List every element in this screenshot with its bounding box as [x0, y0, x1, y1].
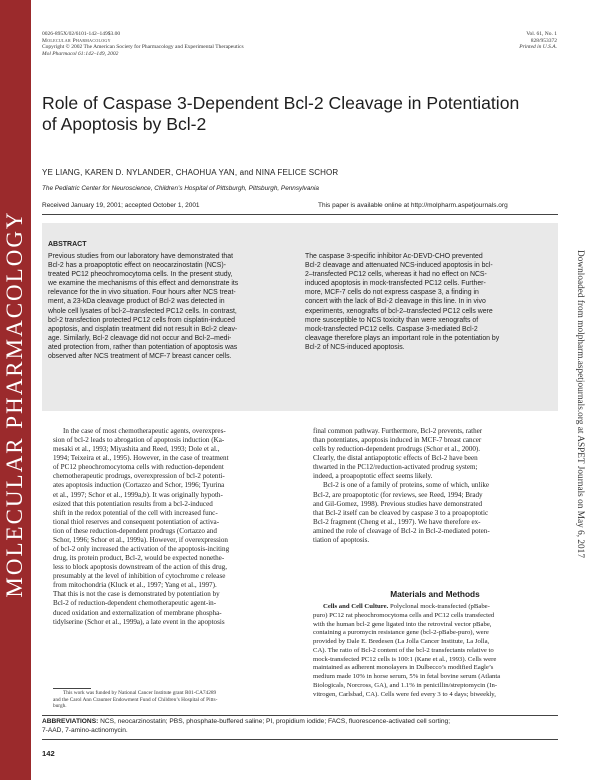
methods-text: [313, 603, 560, 699]
abstract-left-column: [48, 252, 293, 361]
methods-line: vitrogen, Carlsbad, CA). Cells were fed every 3 to 4 days; biweekly,: [313, 690, 496, 698]
body-line: Bcl-2 fragment (Cheng et al., 1997). We have therefore ex-: [313, 517, 481, 526]
abstract-line: whole cell lysates of bcl-2–transfected PC12 cells. In contrast,: [48, 307, 237, 315]
footnote-line: This work was funded by National Cancer Institute grant R01-CA74289: [63, 690, 217, 696]
download-notice: Downloaded from molpharm.aspetjournals.org at ASPET Journals on May 6, 2017: [575, 250, 585, 558]
header-right: [440, 31, 557, 51]
methods-first-line: [313, 603, 560, 612]
abstract-line: more, MCF-7 cells do not express caspase 3, a finding in: [305, 289, 479, 297]
body-line: that Bcl-2 itself can be cleaved by caspase 3 to a proapoptotic: [313, 508, 489, 517]
body-line: than potentiates, apoptosis induced in MCF-7 breast cancer: [313, 436, 482, 445]
title-line-2: of Apoptosis by Bcl-2: [42, 114, 207, 134]
abstract-line: Previous studies from our laboratory have demonstrated that: [48, 253, 233, 260]
abstract-line: Bcl-2 has a proapoptotic effect on neocarzinostatin (NCS)-: [48, 262, 226, 270]
body-line: ates apoptosis induction (Cortazzo and Schor, 1996; Tyurina: [53, 481, 225, 490]
body-line: chemotherapeutic prodrugs, overexpression of bcl-2 potenti-: [53, 472, 225, 481]
abstract-line: The caspase 3-specific inhibitor Ac-DEVD-CHO prevented: [305, 253, 483, 260]
abstract-line: bcl-2 transfection protected PC12 cells from cisplatin-induced: [48, 316, 235, 324]
abstract-line: ment, a 23-kDa cleavage product of Bcl-2 was detected in: [48, 298, 225, 306]
body-line: That this is not the case is demonstrated by potentiation by: [53, 590, 220, 599]
body-line: indeed, a proapoptotic effect seems likely.: [313, 472, 433, 481]
abstract-line: induced apoptosis in mock-transfected PC12 cells. Further-: [305, 280, 486, 288]
methods-line: Biologicals, Norcross, GA), and 1.1% in penicillin/streptomycin (In-: [313, 681, 498, 689]
methods-heading: Materials and Methods: [390, 589, 480, 599]
footnote-line: burgh.: [53, 703, 67, 709]
rule-above-abstract: [42, 214, 558, 215]
body-left-column: [53, 427, 300, 627]
body-line: thwarted in the PC12/reduction-activated prodrug system;: [313, 463, 478, 472]
abstract-line: 2–transfected PC12 cells, whereas it had no effect on NCS-: [305, 271, 487, 279]
methods-line: containing a puromycin resistance gene (bcl-2-pBabe-puro), were: [313, 629, 489, 637]
abbreviations-line-2: 7-AAD, 7-amino-actinomycin.: [42, 726, 128, 734]
header-citation: Mol Pharmacol 61:142–149, 2002: [42, 50, 119, 57]
body-line: et al., 1997; Schor et al., 1999a,b). It was originally hypoth-: [53, 490, 223, 499]
body-line: drug, its protein product, Bcl-2, would be expected nonethe-: [53, 554, 225, 563]
body-line: mesaki et al., 1993; Miyashita and Reed, 1993; Dole et al.,: [53, 445, 220, 454]
body-line: 1994; Teixeira et al., 1995). However, in the case of treatment: [53, 454, 229, 463]
body-line: Clearly, the distal antiapoptotic effects of Bcl-2 have been: [313, 454, 478, 463]
body-line: of bcl-2 only increased the activation of the apoptosis-inciting: [53, 545, 230, 554]
body-line: Bcl-2, are proapoptotic (for reviews, see Reed, 1994; Brady: [313, 490, 483, 499]
header-copyright: Copyright © 2002 The American Society for Pharmacology and Experimental Therapeutics: [42, 44, 244, 51]
article-title: [42, 93, 562, 135]
journal-side-band: [0, 0, 31, 780]
abbreviations-label: ABBREVIATIONS:: [42, 718, 99, 725]
methods-line: CA). The ratio of Bcl-2 content of the bcl-2 transfectants relative to: [313, 646, 494, 654]
abbreviations-text: NCS, neocarzinostatin; PBS, phosphate-buffered saline; PI, propidium iodide; FACS, fluorescence-activated cell sorting;: [98, 718, 451, 725]
abstract-line: concert with the lack of Bcl-2 cleavage in this line. In in vivo: [305, 298, 486, 306]
body-line: of PC12 pheochromocytoma cells with reduction-dependent: [53, 463, 224, 472]
body-line: Bcl-2 of reduction-dependent chemotherapeutic agent-in-: [53, 599, 217, 608]
header-journal: Molecular Pharmacology: [42, 37, 111, 44]
abstract-line: ated protection from, rather than potentiation of apoptosis was: [48, 343, 238, 351]
abstract-line: cleavage therefore plays an important role in the potentiation by: [305, 334, 500, 342]
abstract-line: age. Similarly, Bcl-2 cleavage did not occur and Bcl-2–medi-: [48, 334, 232, 342]
header-article-id: 828/953372: [530, 37, 557, 44]
title-line-1: Role of Caspase 3-Dependent Bcl-2 Cleavage in Potentiation: [42, 93, 520, 113]
body-line: tional thiol reserves and consequent potentiation of activa-: [53, 517, 220, 526]
body-right-column: [313, 427, 560, 545]
body-line: tidylserine (Schor et al., 1999a), a late event in the apoptosis: [53, 617, 225, 626]
header-issn: 0026-895X/02/6101-142–149$3.00: [42, 31, 121, 37]
journal-name-vertical: MOLECULAR PHARMACOLOGY: [2, 210, 27, 598]
body-line: tiation of apoptosis.: [313, 535, 370, 544]
abstract-right-column: [305, 252, 550, 352]
abstract-line: treated PC12 pheochromocytoma cells. In the present study,: [48, 271, 233, 279]
rule-above-abbreviations: [42, 715, 558, 716]
body-line: less to block apoptosis downstream of the action of this drug,: [53, 563, 227, 572]
body-line: tion of these reduction-dependent prodrugs (Cortazzo and: [53, 526, 217, 535]
funding-footnote: [53, 690, 300, 710]
abstract-line: more susceptible to NCS toxicity than were xenografts of: [305, 316, 479, 324]
affiliation: The Pediatric Center for Neuroscience, Children’s Hospital of Pittsburgh, Pittsburgh, Pennsylvania: [42, 185, 319, 192]
body-line: from mitochondria (Kluck et al., 1997; Yang et al., 1997).: [53, 581, 217, 590]
abbreviations: [42, 718, 558, 735]
rule-below-abbreviations: [42, 739, 558, 740]
header-printed: Printed in U.S.A.: [519, 44, 557, 51]
header-left: [42, 31, 372, 57]
body-line: final common pathway. Furthermore, Bcl-2 prevents, rather: [313, 427, 483, 435]
body-line: Bcl-2 is one of a family of proteins, some of which, unlike: [323, 481, 490, 490]
header-volume: Vol. 61, No. 1: [526, 31, 557, 37]
abstract-line: Bcl-2 cleavage and attenuated NCS-induced apoptosis in bcl-: [305, 262, 493, 270]
methods-subheading: Cells and Cell Culture.: [323, 603, 389, 610]
body-line: cells by reduction-dependent prodrugs (Schor et al., 2000).: [313, 445, 481, 454]
body-line: presumably at the level of inhibition of cytochrome c release: [53, 572, 226, 581]
body-line: esized that this potentiation results from a bcl-2-induced: [53, 499, 213, 508]
abbreviations-line-1: [42, 718, 558, 727]
methods-line: mock-transfected PC12 cells is 100:1 (Kane et al., 1993). Cells were: [313, 655, 497, 663]
abstract-line: Bcl-2 of NCS-induced apoptosis.: [305, 343, 405, 351]
abstract-line: observed after NCS treatment of MCF-7 breast cancer cells.: [48, 353, 232, 361]
abstract-line: relevance for the in vivo situation. Four hours after NCS treat-: [48, 289, 236, 297]
authors: YE LIANG, KAREN D. NYLANDER, CHAOHUA YAN, and NINA FELICE SCHOR: [42, 168, 339, 177]
body-line: and Gil-Gomez, 1998). Previous studies have demonstrated: [313, 499, 483, 508]
body-line: sion of bcl-2 leads to abrogation of apoptosis induction (Ka-: [53, 436, 225, 445]
abstract-line: we examine the mechanisms of this effect and demonstrate its: [48, 280, 239, 288]
abstract-line: apoptosis, and cisplatin treatment did not result in Bcl-2 cleav-: [48, 325, 238, 333]
abstract-line: experiments, xenografts of bcl-2–transfected PC12 cells were: [305, 307, 493, 315]
abstract-line: mock-transfected PC12 cells. Caspase 3-mediated Bcl-2: [305, 325, 478, 333]
page-number: 142: [42, 749, 55, 758]
methods-line: maintained as adherent monolayers in Dulbecco’s modified Eagle’s: [313, 664, 494, 672]
methods-line: with the human bcl-2 gene ligated into the retroviral vector pBabe,: [313, 620, 492, 628]
body-line: Schor, 1996; Schor et al., 1999a). However, if overexpression: [53, 535, 228, 544]
methods-line: medium made 10% in horse serum, 5% in fetal bovine serum (Atlanta: [313, 673, 501, 680]
footnote-rule: [53, 688, 91, 689]
footnote-line: and the Carol Ann Craumer Endowment Fund of Children’s Hospital of Pitts-: [53, 696, 218, 703]
body-line: amined the role of cleavage of Bcl-2 in Bcl-2-mediated poten-: [313, 526, 490, 535]
received-dates: Received January 19, 2001; accepted October 1, 2001: [42, 202, 200, 209]
abstract-heading: ABSTRACT: [48, 241, 87, 248]
body-line: In the case of most chemotherapeutic agents, overexpres-: [63, 427, 226, 435]
body-line: shift in the redox potential of the cell with increased func-: [53, 508, 218, 517]
methods-line: puro) PC12 rat pheochromocytoma cells and PC12 cells transfected: [313, 611, 495, 619]
body-line: duced oxidation and externalization of membrane phospha-: [53, 608, 222, 617]
online-availability: This paper is available online at http://molpharm.aspetjournals.org: [318, 202, 508, 209]
methods-line: Polyclonal mock-transfected (pBabe-: [388, 603, 490, 610]
methods-line: provided by Dale E. Bredesen (La Jolla Cancer Institute, La Jolla,: [313, 638, 490, 645]
